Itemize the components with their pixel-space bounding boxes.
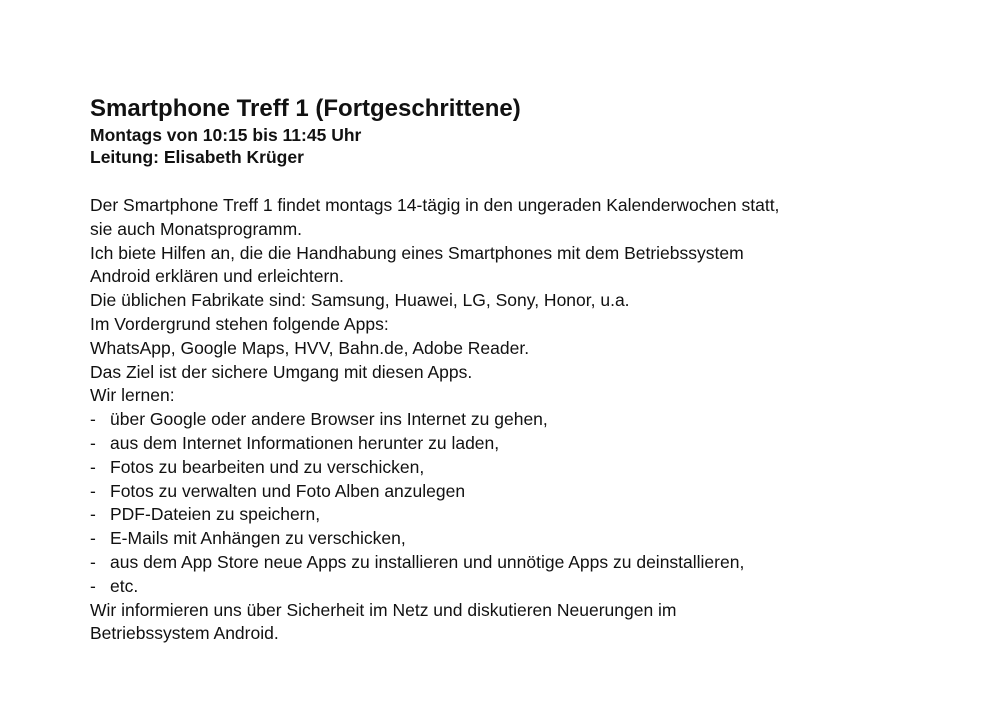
list-item (90, 551, 950, 575)
list-item (90, 408, 950, 432)
list-item-text: aus dem Internet Informationen herunter zu laden, (110, 432, 500, 453)
bullet-marker: - (90, 551, 96, 572)
closing-line: Betriebssystem Android. (90, 623, 279, 644)
list-item-text: Fotos zu verwalten und Foto Alben anzulegen (110, 480, 466, 501)
paragraph-line: Die üblichen Fabrikate sind: Samsung, Huawei, LG, Sony, Honor, u.a. (90, 290, 630, 311)
paragraph-line: Android erklären und erleichtern. (90, 266, 344, 287)
list-item-text: E-Mails mit Anhängen zu verschicken, (110, 528, 406, 549)
closing-line: Wir informieren uns über Sicherheit im Netz und diskutieren Neuerungen im (90, 599, 677, 620)
list-item-text: Fotos zu bearbeiten und zu verschicken, (110, 456, 425, 477)
paragraph-line: Der Smartphone Treff 1 findet montags 14-tägig in den ungeraden Kalenderwochen statt, (90, 195, 780, 215)
bullet-marker: - (90, 456, 96, 477)
paragraph-line: Im Vordergrund stehen folgende Apps: (90, 313, 389, 334)
list-item (90, 432, 950, 456)
schedule-line: Montags von 10:15 bis 11:45 Uhr (90, 125, 362, 145)
learning-list (90, 408, 950, 598)
bullet-marker: - (90, 432, 96, 453)
list-item-text: aus dem App Store neue Apps zu installieren und unnötige Apps zu deinstallieren, (110, 551, 745, 572)
paragraph-line: WhatsApp, Google Maps, HVV, Bahn.de, Adobe Reader. (90, 337, 530, 358)
paragraph-line: Das Ziel ist der sichere Umgang mit diesen Apps. (90, 361, 473, 382)
document-page (90, 94, 950, 646)
list-item (90, 456, 950, 480)
list-item (90, 575, 950, 599)
list-item-text: etc. (110, 575, 139, 596)
document-title: Smartphone Treff 1 (Fortgeschrittene) (90, 95, 521, 122)
bullet-marker: - (90, 409, 96, 430)
leader-line: Leitung: Elisabeth Krüger (90, 147, 304, 167)
bullet-marker: - (90, 575, 96, 596)
list-item (90, 527, 950, 551)
list-item-text: über Google oder andere Browser ins Internet zu gehen, (110, 409, 548, 430)
paragraph-line: Ich biete Hilfen an, die die Handhabung eines Smartphones mit dem Betriebssystem (90, 242, 744, 263)
list-item-text: PDF-Dateien zu speichern, (110, 504, 321, 525)
bullet-marker: - (90, 528, 96, 549)
list-item (90, 503, 950, 527)
list-item (90, 480, 950, 504)
bullet-marker: - (90, 504, 96, 525)
bullet-marker: - (90, 480, 96, 501)
paragraph-line: sie auch Monatsprogramm. (90, 218, 303, 239)
paragraph-line: Wir lernen: (90, 385, 175, 406)
document-body (90, 194, 950, 646)
